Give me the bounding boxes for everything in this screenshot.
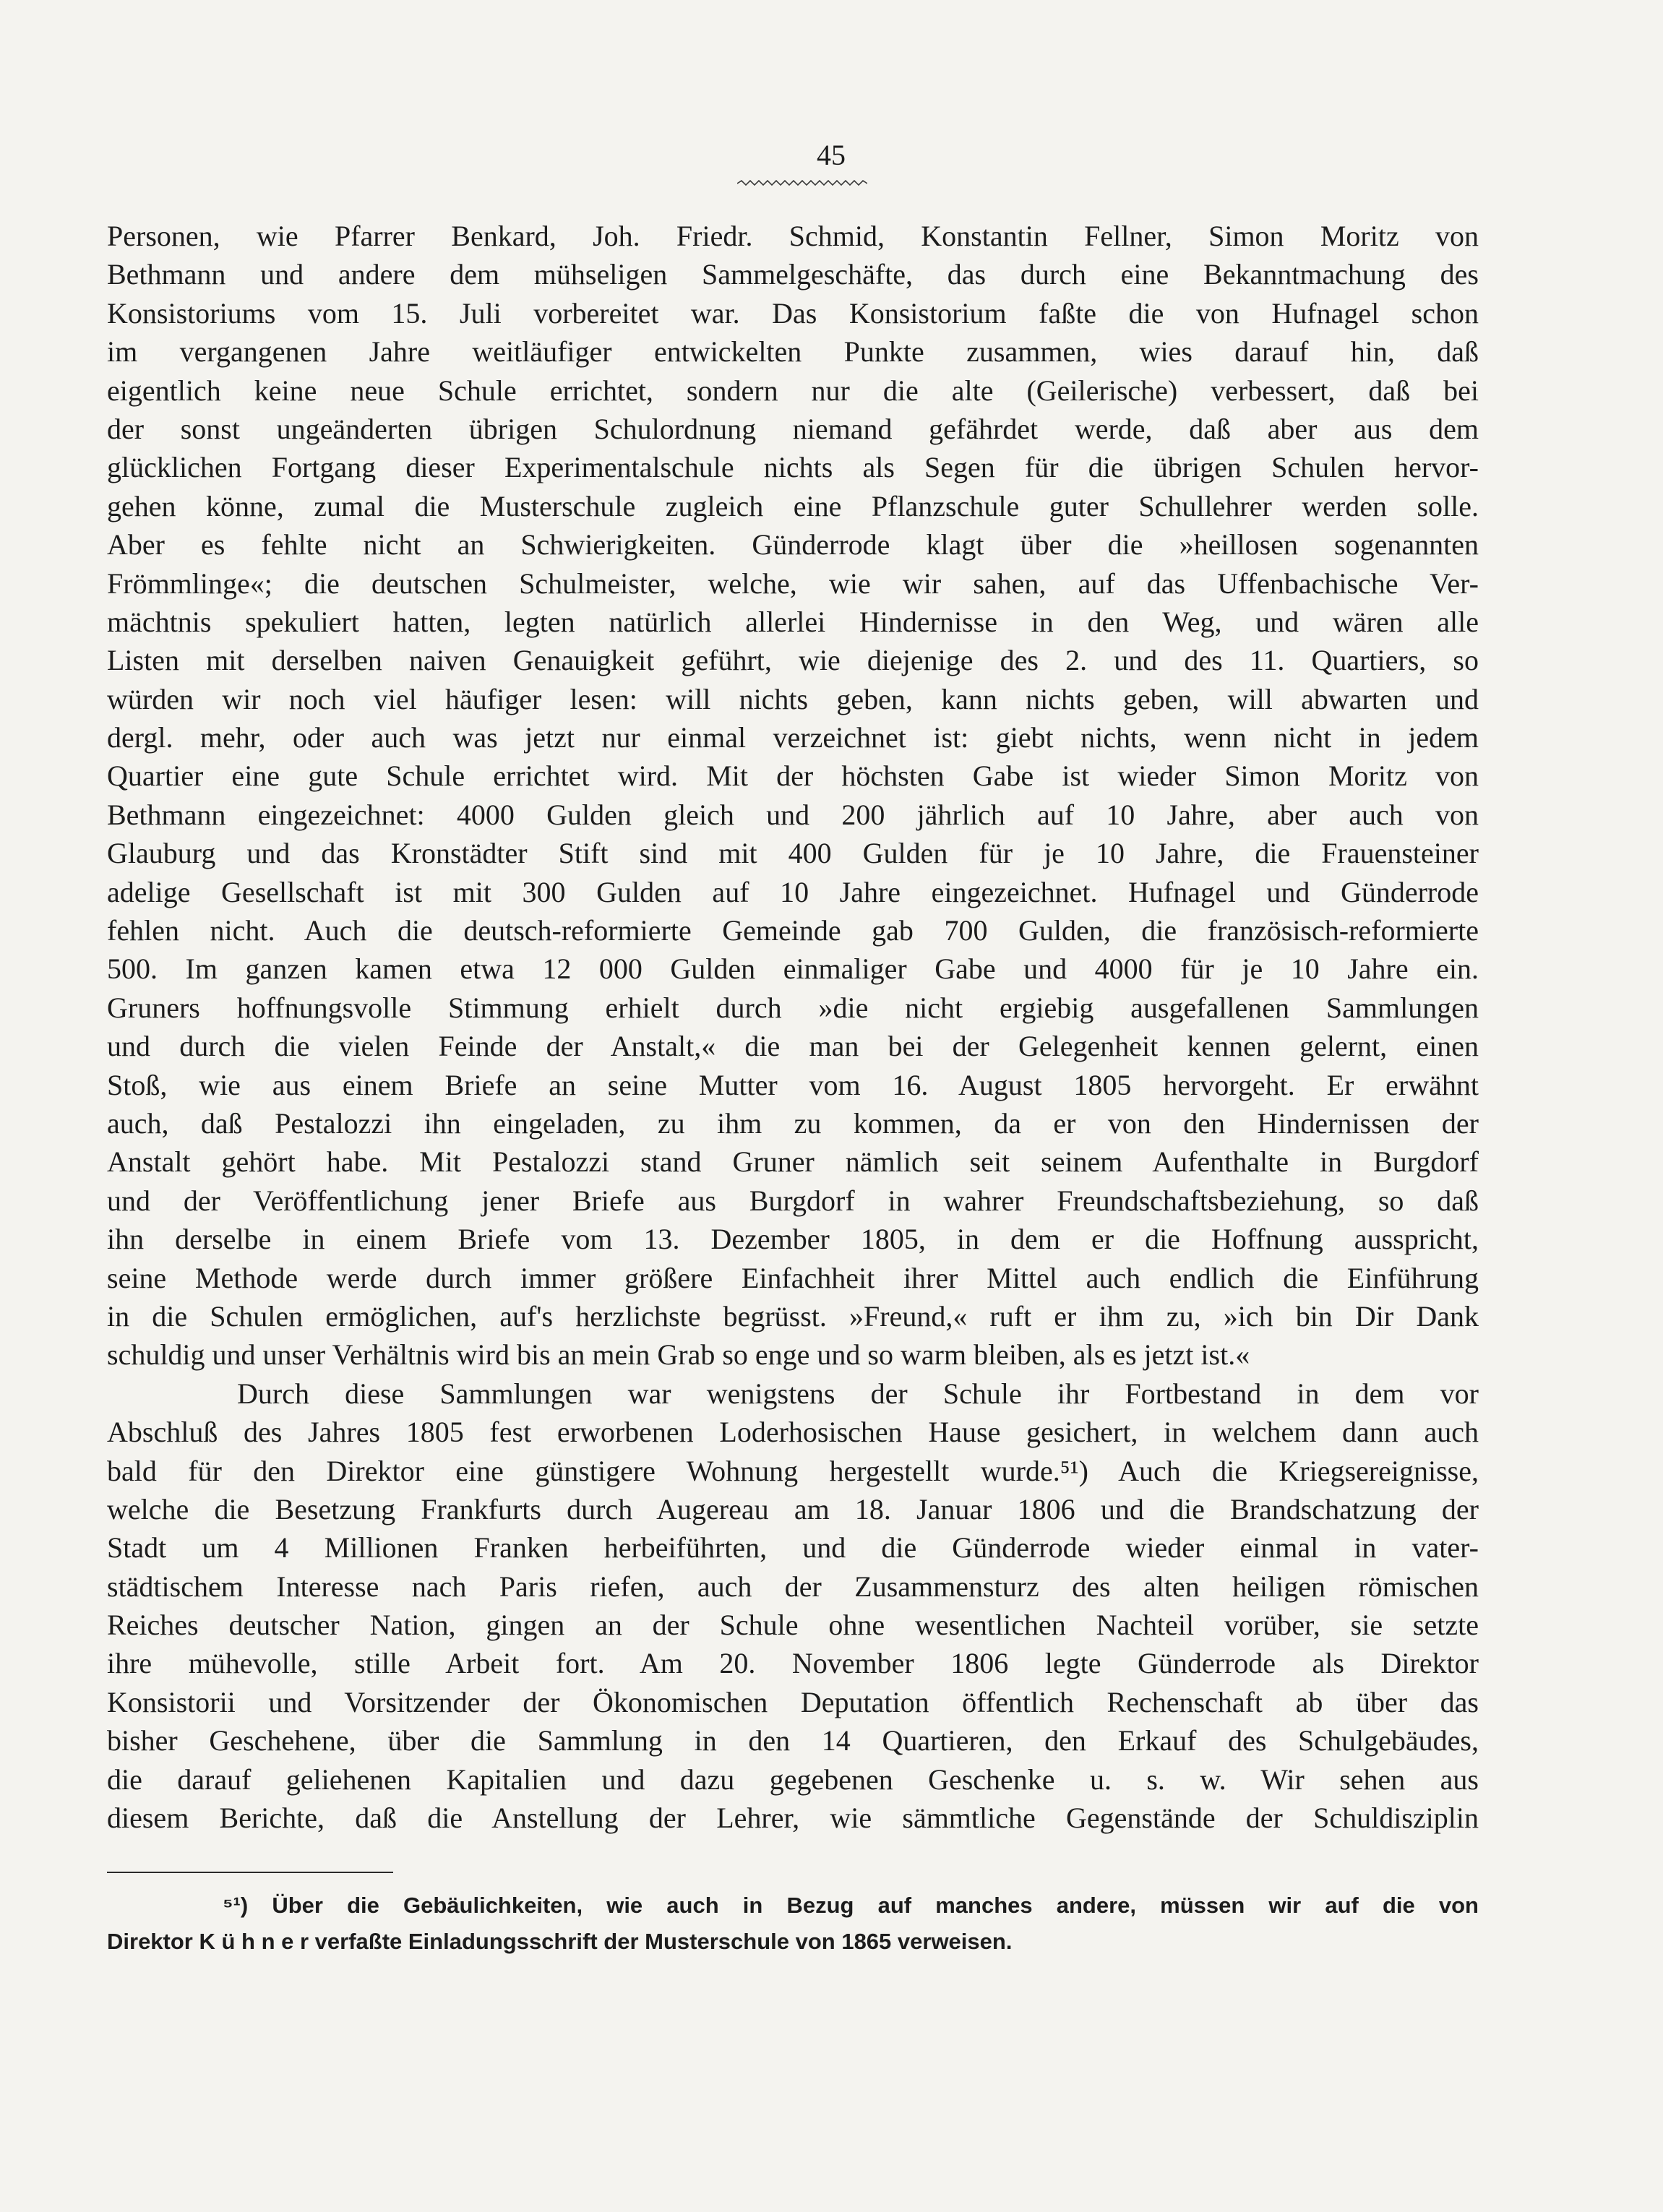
- text-line: bald für den Direktor eine günstigere Wohnung hergestellt wurde.⁵¹) Auch die Kriegsereignisse,: [107, 1454, 1479, 1487]
- text-line: in die Schulen ermöglichen, auf's herzlichste begrüsst. »Freund,« ruft er ihm zu, »ich bin Dir Dank: [107, 1299, 1479, 1333]
- text-line: städtischem Interesse nach Paris riefen, auch der Zusammensturz des alten heiligen römischen: [107, 1570, 1479, 1603]
- text-line: Anstalt gehört habe. Mit Pestalozzi stand Gruner nämlich seit seinem Aufenthalte in Burgdorf: [107, 1145, 1479, 1179]
- text-line: würden wir noch viel häufiger lesen: will nichts geben, kann nichts geben, will abwarten und: [107, 682, 1479, 715]
- footnote-divider: [107, 1872, 393, 1873]
- text-line: ihre mühevolle, stille Arbeit fort. Am 20. November 1806 legte Günderrode als Direktor: [107, 1647, 1479, 1680]
- text-line: Listen mit derselben naiven Genauigkeit geführt, wie diejenige des 2. und des 11. Quartiers, so: [107, 644, 1479, 677]
- page-number: 45: [817, 139, 846, 171]
- text-line: und durch die vielen Feinde der Anstalt,« die man bei der Gelegenheit kennen gelernt, einen: [107, 1030, 1479, 1063]
- text-line: auch, daß Pestalozzi ihn eingeladen, zu ihm zu kommen, da er von den Hindernissen der: [107, 1106, 1479, 1140]
- text-line: diesem Berichte, daß die Anstellung der Lehrer, wie sämmtliche Gegenstände der Schuldisziplin: [107, 1802, 1479, 1835]
- footnote: [107, 1888, 1479, 1960]
- footnote-line: ⁵¹) Über die Gebäulichkeiten, wie auch in Bezug auf manches andere, müssen wir auf die von: [223, 1893, 1479, 1918]
- text-line: Abschluß des Jahres 1805 fest erworbenen Loderhosischen Hause gesichert, in welchem dann auch: [107, 1416, 1479, 1449]
- text-line: der sonst ungeänderten übrigen Schulordnung niemand gefährdet werde, daß aber aus dem: [107, 412, 1479, 445]
- text-line: dergl. mehr, oder auch was jetzt nur einmal verzeichnet ist: giebt nichts, wenn nicht in jedem: [107, 721, 1479, 754]
- text-line: gehen könne, zumal die Musterschule zugleich eine Pflanzschule guter Schullehrer werden solle.: [107, 489, 1479, 522]
- text-line: Glauburg und das Kronstädter Stift sind mit 400 Gulden für je 10 Jahre, die Frauensteiner: [107, 837, 1479, 870]
- text-line: glücklichen Fortgang dieser Experimentalschule nichts als Segen für die übrigen Schulen hervor-: [107, 451, 1479, 484]
- text-line: Stadt um 4 Millionen Franken herbeiführten, und die Günderrode wieder einmal in vater-: [107, 1531, 1479, 1565]
- text-line: adelige Gesellschaft ist mit 300 Gulden auf 10 Jahre eingezeichnet. Hufnagel und Günderrode: [107, 875, 1479, 908]
- text-line-paragraph-start: Durch diese Sammlungen war wenigstens der Schule ihr Fortbestand in dem vor: [237, 1377, 1479, 1410]
- text-line: Bethmann eingezeichnet: 4000 Gulden gleich und 200 jährlich auf 10 Jahre, aber auch von: [107, 798, 1479, 831]
- text-line: seine Methode werde durch immer größere Einfachheit ihrer Mittel auch endlich die Einführung: [107, 1261, 1479, 1294]
- text-line: Konsistorii und Vorsitzender der Ökonomischen Deputation öffentlich Rechenschaft ab über das: [107, 1685, 1479, 1718]
- text-line: Frömmlinge«; die deutschen Schulmeister, welche, wie wir sahen, auf das Uffenbachische Ver-: [107, 567, 1479, 600]
- footnote-line: Direktor K ü h n e r verfaßte Einladungsschrift der Musterschule von 1865 verweisen.: [107, 1929, 1013, 1954]
- text-line: die darauf geliehenen Kapitalien und dazu gegebenen Geschenke u. s. w. Wir sehen aus: [107, 1763, 1479, 1796]
- text-line: Konsistoriums vom 15. Juli vorbereitet war. Das Konsistorium faßte die von Hufnagel schon: [107, 296, 1479, 330]
- text-line: Personen, wie Pfarrer Benkard, Joh. Friedr. Schmid, Konstantin Fellner, Simon Moritz von: [107, 220, 1479, 252]
- text-line: Aber es fehlte nicht an Schwierigkeiten. Günderrode klagt über die »heillosen sogenannten: [107, 528, 1479, 561]
- text-line: schuldig und unser Verhältnis wird bis an mein Grab so enge und so warm bleiben, als es jetzt ist.«: [107, 1338, 1250, 1372]
- body-text: [107, 217, 1479, 1837]
- text-line: ihn derselbe in einem Briefe vom 13. Dezember 1805, in dem er die Hoffnung ausspricht,: [107, 1223, 1479, 1256]
- text-line: Bethmann und andere dem mühseligen Sammelgeschäfte, das durch eine Bekanntmachung des: [107, 258, 1479, 291]
- text-line: 500. Im ganzen kamen etwa 12 000 Gulden einmaliger Gabe und 4000 für je 10 Jahre ein.: [107, 952, 1479, 986]
- text-line: bisher Geschehene, über die Sammlung in den 14 Quartieren, den Erkauf des Schulgebäudes,: [107, 1724, 1479, 1757]
- text-line: fehlen nicht. Auch die deutsch-reformierte Gemeinde gab 700 Gulden, die französisch-reformierte: [107, 914, 1479, 947]
- text-line: welche die Besetzung Frankfurts durch Augereau am 18. Januar 1806 und die Brandschatzung der: [107, 1492, 1479, 1525]
- text-line: mächtnis spekuliert hatten, legten natürlich allerlei Hindernisse in den Weg, und wären alle: [107, 605, 1479, 638]
- text-line: Reiches deutscher Nation, gingen an der Schule ohne wesentlichen Nachteil vorüber, sie setzte: [107, 1609, 1479, 1642]
- page-number-ornament: [737, 179, 867, 188]
- text-line: im vergangenen Jahre weitläufiger entwickelten Punkte zusammen, wies darauf hin, daß: [107, 335, 1479, 369]
- text-line: Quartier eine gute Schule errichtet wird. Mit der höchsten Gabe ist wieder Simon Moritz von: [107, 759, 1479, 793]
- text-line: und der Veröffentlichung jener Briefe aus Burgdorf in wahrer Freundschaftsbeziehung, so daß: [107, 1184, 1479, 1217]
- text-line: Gruners hoffnungsvolle Stimmung erhielt durch »die nicht ergiebig ausgefallenen Sammlungen: [107, 991, 1479, 1024]
- text-line: Stoß, wie aus einem Briefe an seine Mutter vom 16. August 1805 hervorgeht. Er erwähnt: [107, 1068, 1479, 1101]
- text-line: eigentlich keine neue Schule errichtet, sondern nur die alte (Geilerische) verbessert, daß bei: [107, 374, 1479, 407]
